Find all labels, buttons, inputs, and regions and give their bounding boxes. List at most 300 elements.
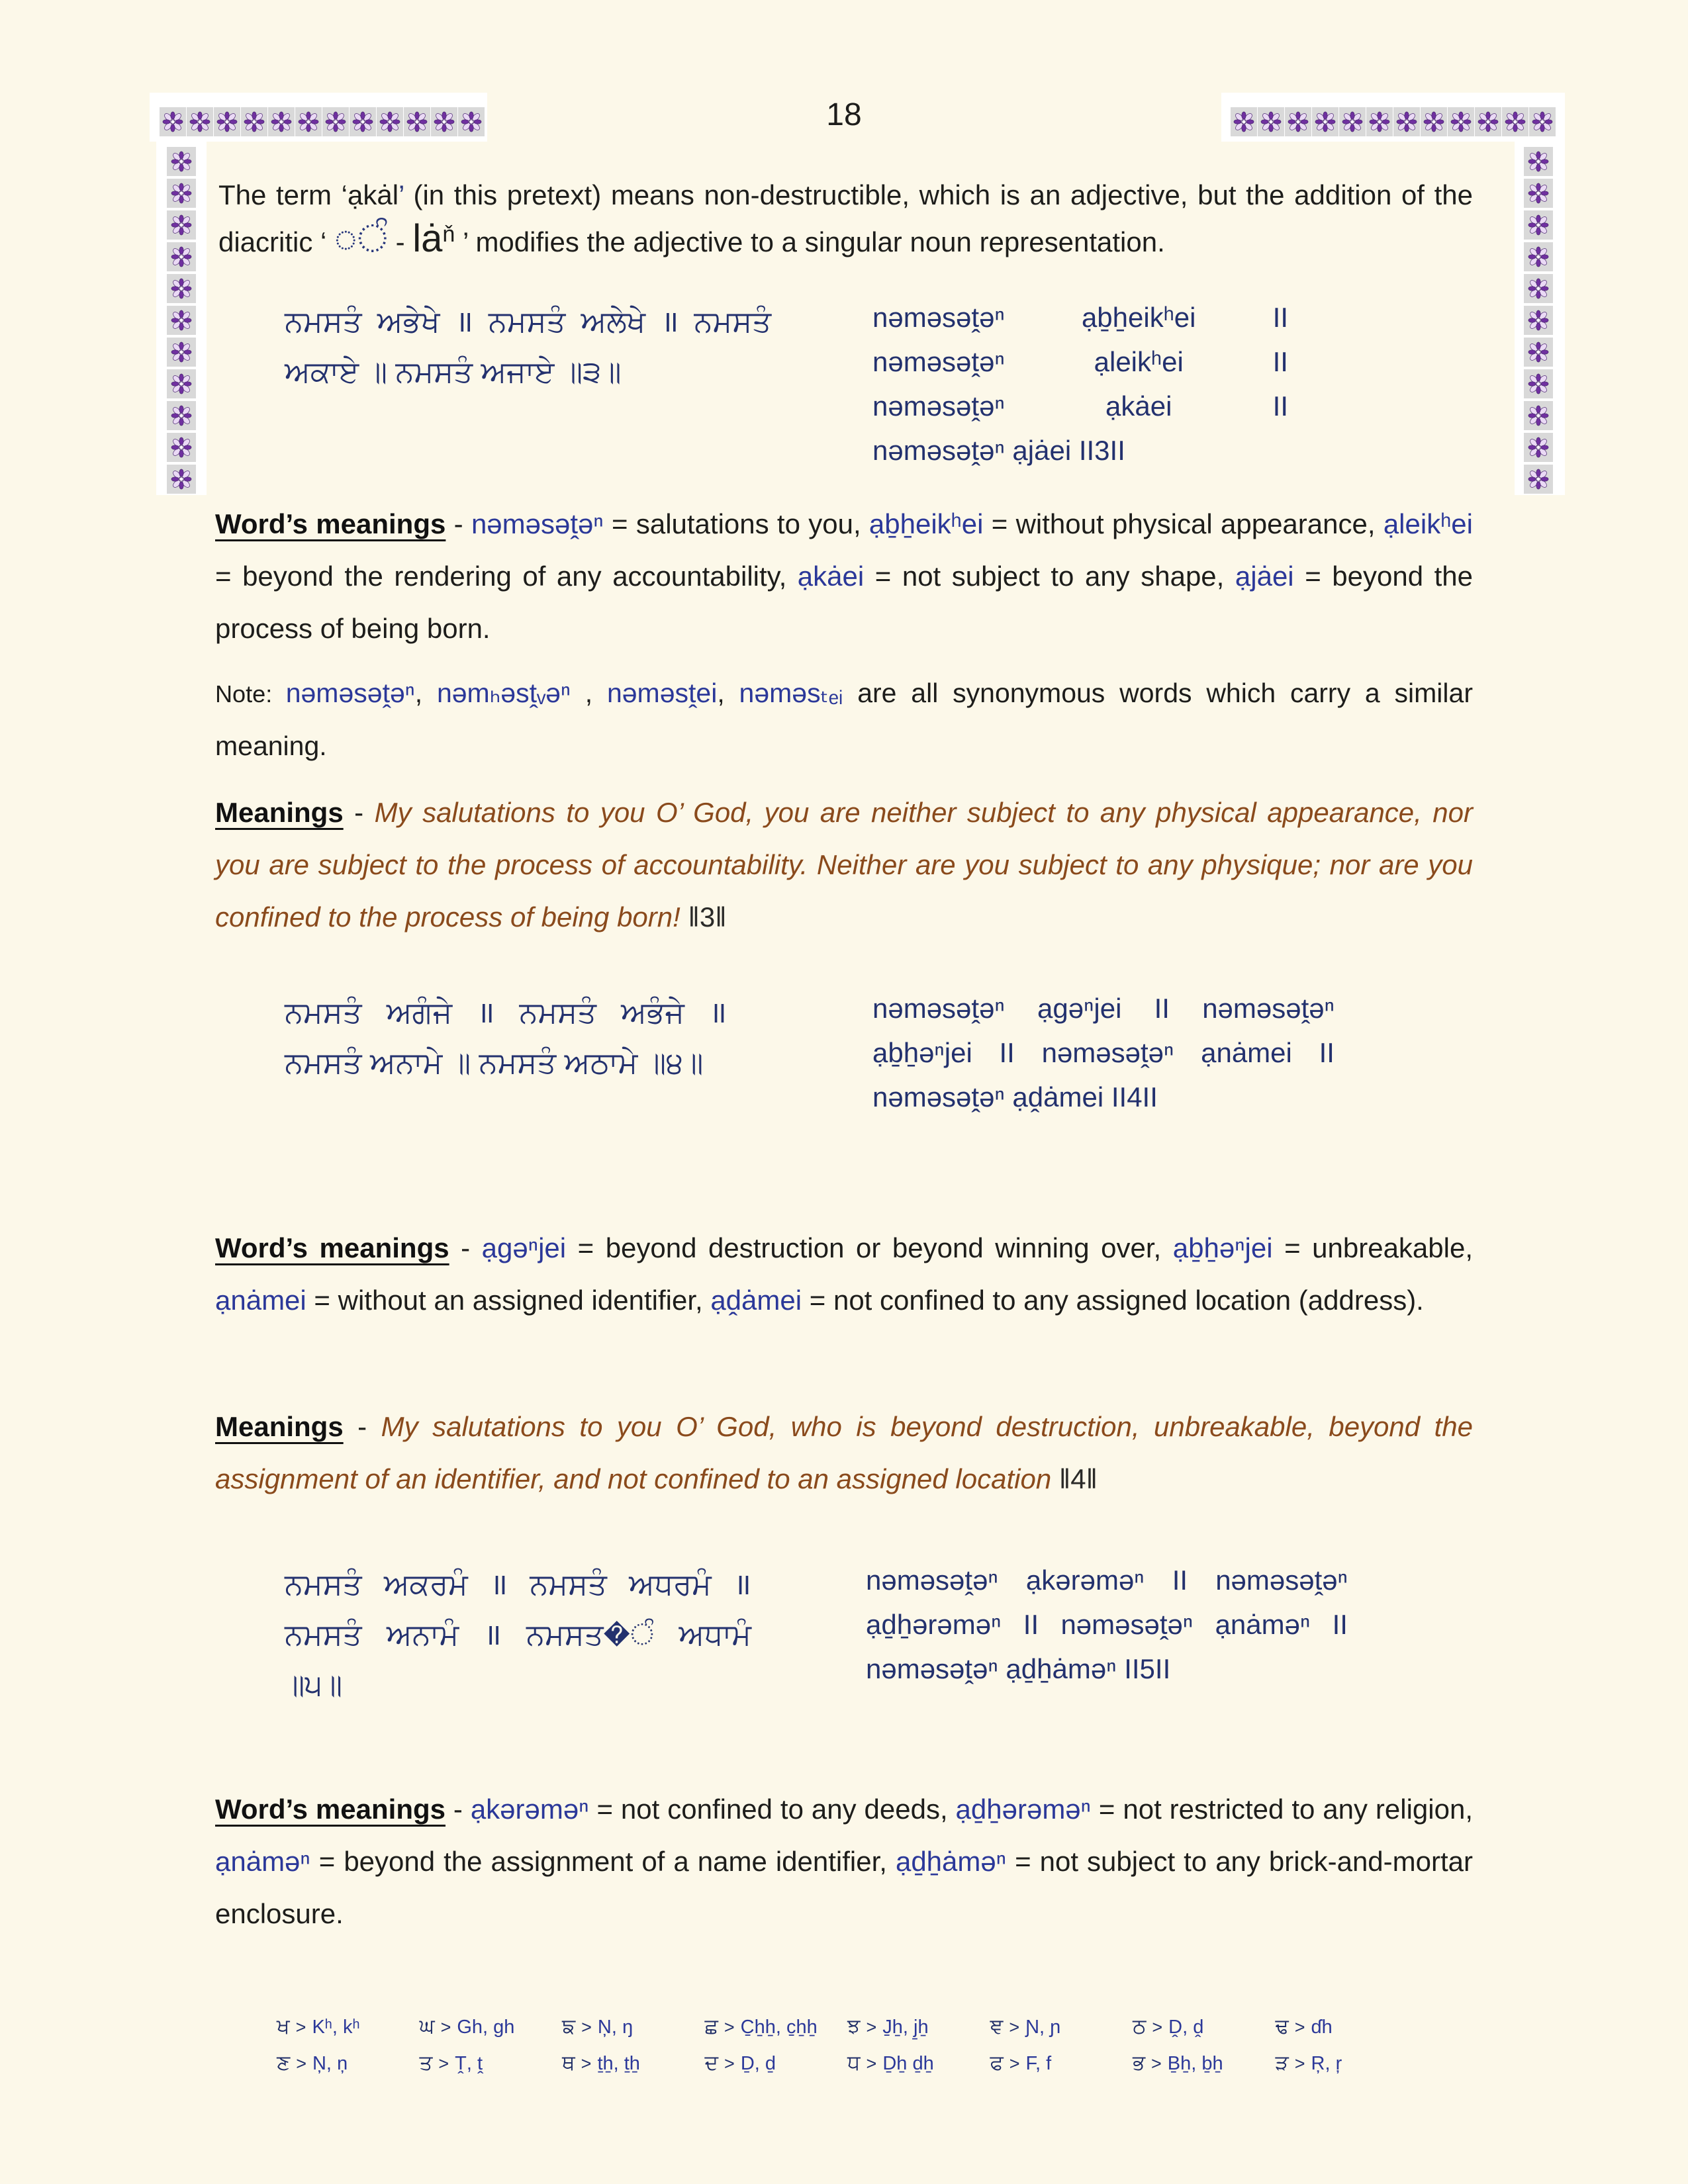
maps-to-symbol: > xyxy=(296,2054,306,2073)
gurmukhi-word: ਅਗੰਜੇ xyxy=(386,995,453,1029)
flower-icon xyxy=(189,111,211,133)
text-segment: Word’s meanings xyxy=(215,1232,449,1263)
text-segment: ạḇẖeikʰei xyxy=(868,508,984,539)
translit-word: nəməsəṱəⁿ xyxy=(1060,1609,1194,1640)
flower-tile xyxy=(322,107,349,136)
maps-to-symbol: > xyxy=(724,2054,735,2073)
gurmukhi-word: ਨਮਸਤੰ xyxy=(285,995,362,1029)
translit-line xyxy=(866,1602,1348,1647)
gurmukhi-word: ਅਧਰਮੰ xyxy=(629,1567,712,1601)
translit-word: nəməsəṱəⁿ xyxy=(1215,1565,1348,1596)
gurmukhi-letter: ੜ xyxy=(1275,2051,1289,2074)
flower-icon xyxy=(1314,111,1336,133)
translit-line: nəməsəṱəⁿ ạjȧei II3II xyxy=(872,435,1125,466)
latin-equivalent: Ḏẖ ḏẖ xyxy=(882,2053,934,2074)
flower-tile xyxy=(1524,338,1553,367)
text-segment: nəməsṱei xyxy=(606,678,718,708)
flower-icon xyxy=(170,277,193,300)
flower-icon xyxy=(1423,111,1445,133)
text-segment: = beyond the assignment of a name identifier, xyxy=(310,1846,896,1877)
translit-word: ạkərəməⁿ xyxy=(1025,1565,1145,1596)
legend-cell xyxy=(277,2015,420,2039)
flower-tile xyxy=(167,306,196,335)
flower-icon xyxy=(170,182,193,205)
legend-cell xyxy=(420,2051,563,2075)
flower-tile xyxy=(160,107,186,136)
translit-word: II xyxy=(1172,1565,1188,1596)
flower-icon xyxy=(1527,277,1550,300)
text-segment: ạḇẖəⁿjei xyxy=(1172,1232,1273,1263)
text-segment: ◌ੰ xyxy=(334,217,388,260)
maps-to-symbol: > xyxy=(866,2017,877,2037)
flower-icon xyxy=(1287,111,1309,133)
text-segment: , xyxy=(570,678,607,708)
translit-line xyxy=(872,986,1335,1030)
latin-equivalent: Ḇẖ, ḇẖ xyxy=(1167,2053,1223,2074)
flower-icon xyxy=(1368,111,1391,133)
flower-border-top-left xyxy=(159,107,485,136)
gurmukhi-line: ਨਮਸਤੰ ਅਨਾਮੇ ॥ ਨਮਸਤੰ ਅਠਾਮੇ ॥੪॥ xyxy=(285,1046,704,1079)
text-segment: - xyxy=(449,1232,482,1263)
translit-word: ạḏẖərəməⁿ xyxy=(866,1609,1002,1640)
gurmukhi-letter: ਠ xyxy=(1133,2015,1147,2038)
text-segment: = not confined to any assigned location (address). xyxy=(802,1285,1424,1316)
translit-line: nəməsəṱəⁿ ạḓȧmei II4II xyxy=(872,1081,1158,1113)
flower-icon xyxy=(1477,111,1499,133)
text-segment: = without physical appearance, xyxy=(983,508,1383,539)
flower-tile xyxy=(1524,369,1553,398)
flower-tile xyxy=(167,242,196,271)
latin-equivalent: J̱ẖ, j̱ẖ xyxy=(882,2017,929,2038)
text-segment: ‖4‖ xyxy=(1058,1463,1098,1494)
flower-icon xyxy=(1233,111,1255,133)
gurmukhi-word: ॥ xyxy=(661,304,679,338)
flower-icon xyxy=(216,111,238,133)
flower-tile xyxy=(167,338,196,367)
words-meanings-3-paragraph xyxy=(215,498,1473,655)
text-segment: ạnȧməⁿ xyxy=(215,1846,310,1877)
text-segment: are all synonymous words which carry a similar meaning. xyxy=(215,678,1473,761)
words-meanings-5-paragraph xyxy=(215,1783,1473,1940)
flower-icon xyxy=(297,111,320,133)
translit-word: ạgəⁿjei xyxy=(1037,993,1122,1024)
maps-to-symbol: > xyxy=(438,2054,449,2073)
flower-icon xyxy=(1504,111,1526,133)
legend-cell xyxy=(562,2015,705,2039)
flower-icon xyxy=(162,111,184,133)
flower-tile xyxy=(1393,107,1420,136)
gurmukhi-word: ਅਧਾਮੰ xyxy=(679,1617,751,1651)
gurmukhi-word: ਨਮਸਤੰ xyxy=(519,995,596,1029)
text-segment: ‖3‖ xyxy=(688,901,727,933)
flower-tile xyxy=(167,179,196,208)
flower-tile xyxy=(167,147,196,176)
legend-cell xyxy=(705,2015,848,2039)
text-segment: ạkȧei xyxy=(797,561,865,592)
text-segment: - xyxy=(343,797,375,828)
text-segment: ạleikʰei xyxy=(1383,508,1473,539)
flower-icon xyxy=(1527,404,1550,427)
latin-equivalent: C̱ẖẖ, c̱ẖẖ xyxy=(740,2017,818,2038)
text-segment: - xyxy=(445,1794,471,1825)
maps-to-symbol: > xyxy=(1151,2054,1162,2073)
text-segment: My salutations to you O’ God, who is beyond destruction, unbreakable, beyond the assignment of an identifier, and not confined to an assigned location xyxy=(215,1411,1473,1494)
gurmukhi-letter: ਝ xyxy=(847,2015,861,2038)
translit-word: nəməsəṱəⁿ xyxy=(1202,993,1335,1024)
gurmukhi-word: ॥ xyxy=(490,1567,508,1601)
intro-paragraph xyxy=(218,173,1473,264)
flower-tile xyxy=(1524,401,1553,430)
text-segment: = without an assigned identifier, xyxy=(306,1285,711,1316)
text-segment: ạjȧei xyxy=(1235,561,1294,592)
text-segment: ạḓȧmei xyxy=(710,1285,802,1316)
maps-to-symbol: > xyxy=(1009,2017,1020,2037)
text-segment: ạkərəməⁿ xyxy=(470,1794,589,1825)
gurmukhi-letter: ਭ xyxy=(1133,2051,1146,2074)
text-segment: = beyond the process of being born. xyxy=(215,561,1473,644)
flower-icon xyxy=(170,404,193,427)
text-segment: Note: xyxy=(215,680,286,707)
translit-line xyxy=(872,1030,1335,1075)
flower-icon xyxy=(1527,468,1550,490)
flower-tile xyxy=(295,107,322,136)
text-segment: = not subject to any brick-and-mortar enclosure. xyxy=(215,1846,1473,1929)
flower-tile xyxy=(167,369,196,398)
maps-to-symbol: > xyxy=(581,2017,592,2037)
gurmukhi-line: ਅਕਾਏ ॥ ਨਮਸਤੰ ਅਜਾਏ ॥੩॥ xyxy=(285,355,622,388)
latin-equivalent: Ḏ, ḏ xyxy=(740,2053,776,2074)
flower-icon xyxy=(1527,373,1550,395)
gurmukhi-line: ॥੫॥ xyxy=(285,1668,343,1702)
gurmukhi-word: ਅਭੇਖੇ xyxy=(377,304,440,338)
gurmukhi-word: ॥ xyxy=(709,995,727,1029)
latin-equivalent: Ŗ, ŗ xyxy=(1311,2053,1342,2074)
verse5-gurmukhi xyxy=(285,1559,751,1710)
latin-equivalent: Ṱ, ṱ xyxy=(455,2053,483,2074)
latin-equivalent: Ņ, ŋ xyxy=(597,2017,633,2038)
gurmukhi-letter: ਣ xyxy=(277,2051,291,2074)
flower-tile xyxy=(431,107,457,136)
translit-word: nəməsəṱəⁿ xyxy=(872,993,1005,1024)
gurmukhi-word: ਅਨਾਮੰ xyxy=(386,1617,459,1651)
flower-icon xyxy=(270,111,293,133)
legend-cell xyxy=(277,2051,420,2075)
flower-icon xyxy=(1527,182,1550,205)
text-segment: ạḏẖərəməⁿ xyxy=(955,1794,1091,1825)
translit-word: II xyxy=(1023,1609,1039,1640)
translit-word: II xyxy=(1272,302,1288,333)
flower-tile xyxy=(1524,210,1553,240)
flower-tile xyxy=(1475,107,1501,136)
text-segment: , xyxy=(717,678,739,708)
text-segment: ạnȧmei xyxy=(215,1285,306,1316)
flower-tile xyxy=(167,274,196,303)
legend-cell xyxy=(847,2051,990,2075)
gurmukhi-word: ਨਮਸਤ�ੰ xyxy=(526,1617,655,1651)
maps-to-symbol: > xyxy=(1009,2054,1020,2073)
text-segment: = not confined to any deeds, xyxy=(588,1794,956,1825)
legend-cell xyxy=(420,2015,563,2039)
flower-tile xyxy=(404,107,430,136)
flower-icon xyxy=(170,214,193,236)
flower-tile xyxy=(1231,107,1257,136)
translit-word: ạkȧei xyxy=(1105,390,1172,422)
text-segment: ’ xyxy=(399,179,404,210)
gurmukhi-letter: ਥ xyxy=(562,2051,575,2074)
text-segment: = beyond the rendering of any accountability, xyxy=(215,561,798,592)
flower-icon xyxy=(1527,150,1550,173)
text-segment: Word’s meanings xyxy=(215,508,446,539)
translit-word: II xyxy=(1332,1609,1348,1640)
flower-tile xyxy=(167,433,196,462)
gurmukhi-word: ਅਭੰਜੇ xyxy=(621,995,684,1029)
gurmukhi-word: ਨਮਸਤੰ xyxy=(530,1567,607,1601)
flower-icon xyxy=(1527,341,1550,363)
flower-icon xyxy=(1450,111,1472,133)
translit-word: ạḇẖeikʰei xyxy=(1081,302,1196,333)
flower-icon xyxy=(379,111,401,133)
text-segment: = not subject to any shape, xyxy=(864,561,1235,592)
translit-word: nəməsəṱəⁿ xyxy=(872,390,1005,422)
gurmukhi-word: ਨਮਸਤੰ xyxy=(285,304,362,338)
legend-cell xyxy=(990,2015,1133,2039)
text-segment: - xyxy=(445,508,471,539)
flower-icon xyxy=(1527,214,1550,236)
text-segment: Meanings xyxy=(215,797,344,828)
text-segment: nəməsəṱəⁿ xyxy=(285,678,415,708)
legend-cell xyxy=(1133,2051,1276,2075)
flower-icon xyxy=(1341,111,1364,133)
flower-tile xyxy=(268,107,295,136)
gurmukhi-word: ॥ xyxy=(477,995,495,1029)
text-segment: - xyxy=(343,1411,381,1442)
gurmukhi-line xyxy=(285,1559,751,1610)
text-segment: nəməsəṱəⁿ xyxy=(471,508,604,539)
translit-word: ạleikʰei xyxy=(1094,346,1184,377)
flower-icon xyxy=(170,309,193,332)
flower-tile xyxy=(1524,433,1553,462)
translit-line: nəməsəṱəⁿ ạḏẖȧməⁿ II5II xyxy=(866,1653,1171,1684)
text-segment: My salutations to you O’ God, you are neither subject to any physical appearance, nor you are subject to the process of accountability. Neither are you subject to any physique; nor are you confined to the process of being born! xyxy=(215,797,1474,933)
flower-icon xyxy=(170,341,193,363)
flower-border-right xyxy=(1524,146,1553,495)
gurmukhi-letter: ਛ xyxy=(704,2015,718,2038)
transliteration-legend xyxy=(277,2015,1418,2075)
flower-tile xyxy=(1258,107,1284,136)
flower-border-top-right xyxy=(1230,107,1556,136)
translit-word: nəməsəṱəⁿ xyxy=(866,1565,998,1596)
legend-cell xyxy=(1276,2015,1419,2039)
gurmukhi-letter: ਤ xyxy=(419,2051,433,2074)
translit-word: nəməsəṱəⁿ xyxy=(872,302,1005,333)
flower-icon xyxy=(433,111,455,133)
gurmukhi-word: ਨਮਸਤੰ xyxy=(285,1617,362,1651)
flower-tile xyxy=(1524,147,1553,176)
text-segment: lȧ xyxy=(412,217,443,260)
text-segment: Word’s meanings xyxy=(215,1794,445,1825)
flower-tile xyxy=(167,465,196,494)
maps-to-symbol: > xyxy=(440,2017,451,2037)
gurmukhi-letter: ਦ xyxy=(704,2051,719,2074)
latin-equivalent: F, f xyxy=(1025,2053,1052,2074)
maps-to-symbol: > xyxy=(724,2017,735,2037)
flower-icon xyxy=(243,111,265,133)
maps-to-symbol: > xyxy=(581,2054,592,2073)
translit-word: ạḇẖəⁿjei xyxy=(872,1037,972,1068)
flower-icon xyxy=(170,436,193,459)
text-segment: ạḏẖȧməⁿ xyxy=(895,1846,1007,1877)
flower-tile xyxy=(241,107,267,136)
translit-word: nəməsəṱəⁿ xyxy=(1041,1037,1174,1068)
flower-icon xyxy=(460,111,483,133)
maps-to-symbol: > xyxy=(295,2017,306,2037)
flower-icon xyxy=(1527,246,1550,268)
gurmukhi-line xyxy=(285,987,727,1038)
translit-line xyxy=(872,340,1288,384)
gurmukhi-word: ॥ xyxy=(483,1617,502,1651)
gurmukhi-word: ॥ xyxy=(455,304,473,338)
gurmukhi-word: ਨਮਸਤੰ xyxy=(285,1567,362,1601)
latin-equivalent: Ɲ, ɲ xyxy=(1025,2017,1061,2038)
gurmukhi-letter: ਖ xyxy=(277,2015,290,2038)
flower-tile xyxy=(1524,179,1553,208)
text-segment: ạgəⁿjei xyxy=(481,1232,567,1263)
text-segment: The term ‘ạkȧl xyxy=(218,179,399,210)
flower-tile xyxy=(1448,107,1474,136)
text-segment: = beyond destruction or beyond winning over, xyxy=(566,1232,1173,1263)
text-segment: ’ modifies the adjective to a singular noun representation. xyxy=(455,226,1165,257)
translit-word: II xyxy=(999,1037,1015,1068)
flower-tile xyxy=(458,107,485,136)
text-segment: = not restricted to any religion, xyxy=(1091,1794,1473,1825)
gurmukhi-word: ਨਮਸਤੰ xyxy=(694,304,771,338)
flower-tile xyxy=(1524,465,1553,494)
gurmukhi-letter: ਧ xyxy=(847,2051,861,2074)
flower-icon xyxy=(1531,111,1554,133)
flower-icon xyxy=(170,373,193,395)
text-segment: ň xyxy=(442,222,455,247)
flower-tile xyxy=(1421,107,1447,136)
text-segment: = unbreakable, xyxy=(1272,1232,1473,1263)
translit-line xyxy=(872,295,1288,340)
gurmukhi-word: ਅਲੇਖੇ xyxy=(581,304,646,338)
flower-icon xyxy=(170,150,193,173)
text-segment: - xyxy=(387,226,413,257)
maps-to-symbol: > xyxy=(1152,2017,1163,2037)
text-segment: Meanings xyxy=(215,1411,344,1442)
flower-icon xyxy=(406,111,428,133)
flower-tile xyxy=(214,107,240,136)
flower-tile xyxy=(1529,107,1556,136)
flower-icon xyxy=(170,246,193,268)
gurmukhi-word: ਨਮਸਤੰ xyxy=(488,304,566,338)
translit-line xyxy=(866,1558,1348,1602)
gurmukhi-letter: ਙ xyxy=(562,2015,576,2038)
translit-word: ạnȧməⁿ xyxy=(1215,1609,1311,1640)
latin-equivalent: ṯẖ, ṯẖ xyxy=(597,2053,640,2074)
translit-line xyxy=(872,384,1288,428)
flower-tile xyxy=(350,107,376,136)
translit-word: II xyxy=(1272,390,1288,422)
flower-tile xyxy=(167,401,196,430)
gurmukhi-letter: ਫ xyxy=(990,2051,1004,2074)
flower-icon xyxy=(1527,436,1550,459)
text-segment: nəmₕəsṱᵥəⁿ xyxy=(436,678,571,708)
flower-icon xyxy=(170,468,193,490)
flower-tile xyxy=(1524,242,1553,271)
flower-tile xyxy=(1502,107,1528,136)
page-number: 18 xyxy=(826,97,862,132)
gurmukhi-line xyxy=(285,296,771,347)
flower-icon xyxy=(1260,111,1282,133)
gurmukhi-line xyxy=(285,1610,751,1660)
latin-equivalent: Kʰ, kʰ xyxy=(312,2017,360,2038)
maps-to-symbol: > xyxy=(1294,2017,1305,2037)
latin-equivalent: Gh, gh xyxy=(457,2017,515,2038)
legend-cell xyxy=(705,2051,848,2075)
translit-word: II xyxy=(1272,346,1288,377)
flower-tile xyxy=(1339,107,1366,136)
note-paragraph xyxy=(215,667,1473,772)
legend-cell xyxy=(1276,2051,1419,2075)
legend-cell xyxy=(562,2051,705,2075)
flower-tile xyxy=(1524,306,1553,335)
text-segment: , xyxy=(414,678,437,708)
latin-equivalent: ɗh xyxy=(1311,2017,1333,2038)
verse5-transliteration xyxy=(866,1558,1348,1691)
translit-word: II xyxy=(1154,993,1170,1024)
flower-tile xyxy=(1312,107,1338,136)
text-segment: = salutations to you, xyxy=(603,508,869,539)
maps-to-symbol: > xyxy=(866,2054,877,2073)
flower-tile xyxy=(1366,107,1393,136)
flower-tile xyxy=(187,107,213,136)
flower-icon xyxy=(352,111,374,133)
translit-word: II xyxy=(1319,1037,1335,1068)
gurmukhi-letter: ਞ xyxy=(990,2015,1004,2038)
gurmukhi-letter: ਢ xyxy=(1275,2015,1289,2038)
gurmukhi-letter: ਘ xyxy=(419,2015,435,2038)
verse3-gurmukhi xyxy=(285,296,771,397)
legend-cell xyxy=(990,2051,1133,2075)
verse4-transliteration xyxy=(872,986,1335,1119)
flower-tile xyxy=(167,210,196,240)
latin-equivalent: Ḓ, ḓ xyxy=(1168,2017,1204,2038)
maps-to-symbol: > xyxy=(1294,2054,1305,2073)
flower-tile xyxy=(377,107,403,136)
words-meanings-4-paragraph xyxy=(215,1222,1473,1326)
text-segment: nəməsₜₑᵢ xyxy=(739,678,843,708)
flower-icon xyxy=(1395,111,1418,133)
meanings-4-paragraph xyxy=(215,1400,1473,1505)
flower-icon xyxy=(324,111,347,133)
flower-border-left xyxy=(167,146,196,495)
translit-word: ạnȧmei xyxy=(1201,1037,1292,1068)
flower-tile xyxy=(1285,107,1311,136)
flower-icon xyxy=(1527,309,1550,332)
flower-tile xyxy=(1524,274,1553,303)
latin-equivalent: Ņ, ņ xyxy=(312,2053,348,2074)
meanings-3-paragraph xyxy=(215,786,1473,943)
gurmukhi-word: ॥ xyxy=(733,1567,751,1601)
verse4-gurmukhi xyxy=(285,987,727,1088)
gurmukhi-word: ਅਕਰਮੰ xyxy=(383,1567,468,1601)
verse3-transliteration xyxy=(872,295,1288,473)
text-segment: (in this pretext) means non-destructible, which is an adjective, but the addition of the diacritic ‘ xyxy=(218,179,1473,257)
translit-word: nəməsəṱəⁿ xyxy=(872,346,1005,377)
legend-cell xyxy=(847,2015,990,2039)
legend-cell xyxy=(1133,2015,1276,2039)
